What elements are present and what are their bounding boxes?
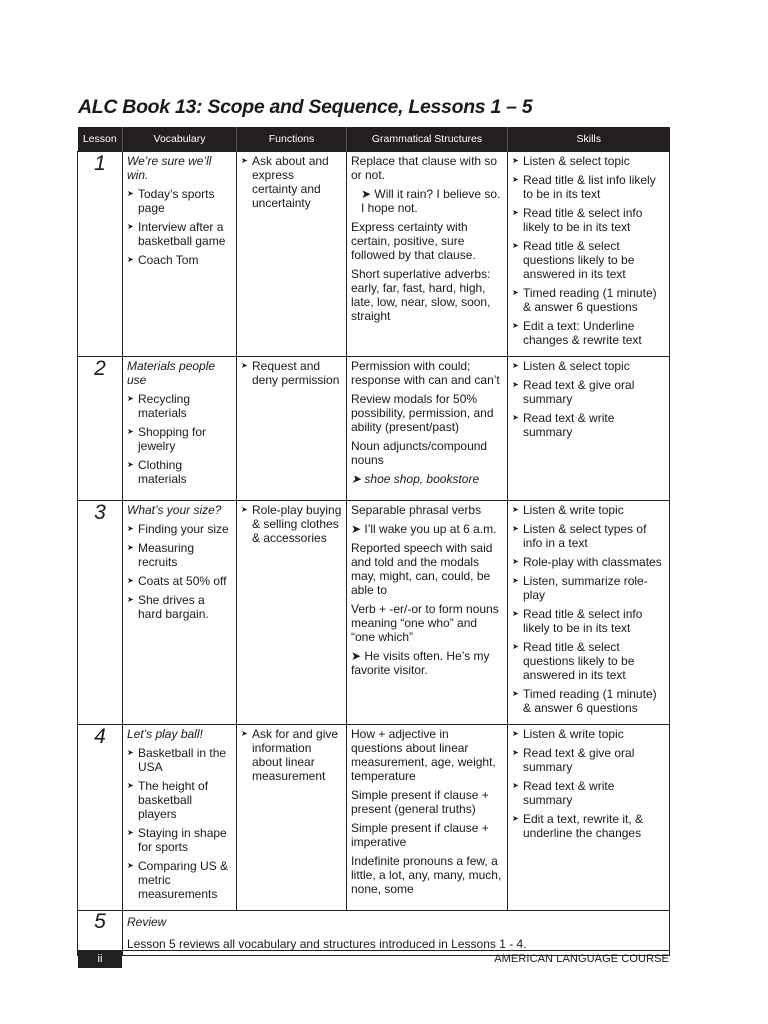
list-item: ➤ Coach Tom	[127, 253, 232, 267]
list-item: ➤ Coats at 50% off	[127, 574, 232, 588]
header-lesson: Lesson	[78, 127, 123, 152]
list-item: ➤ Role-play with classmates	[512, 555, 665, 569]
page-title: ALC Book 13: Scope and Sequence, Lessons 1 – 5	[78, 96, 533, 118]
list-item: ➤ Timed reading (1 minute) & answer 6 questions	[512, 286, 665, 314]
grammar-cell	[347, 357, 508, 501]
grammar-item: Review modals for 50% possibility, permission, and ability (present/past)	[351, 392, 494, 434]
list-item: ➤ Recycling materials	[127, 392, 232, 420]
lesson-number: 3	[78, 501, 123, 725]
list-item: ➤ Read title & select questions likely to be answered in its text	[512, 239, 665, 281]
list-item: ➤ Measuring recruits	[127, 541, 232, 569]
list-item: ➤ Read title & select info likely to be in its text	[512, 607, 665, 635]
lesson-number: 1	[78, 152, 123, 357]
skills-cell	[508, 725, 670, 911]
header-vocabulary: Vocabulary	[123, 127, 237, 152]
table-row	[78, 357, 670, 501]
vocabulary-cell	[123, 501, 237, 725]
table-row	[78, 725, 670, 911]
list-item: ➤ Read title & select questions likely to be answered in its text	[512, 640, 665, 682]
header-skills: Skills	[508, 127, 670, 152]
list-item: ➤ Ask for and give information about linear measurement	[241, 727, 342, 783]
grammar-cell	[347, 152, 508, 357]
list-item: ➤ Edit a text: Underline changes & rewrite text	[512, 319, 665, 347]
list-item: ➤ Role-play buying & selling clothes & accessories	[241, 503, 342, 545]
table-header-row	[78, 127, 670, 152]
functions-cell	[237, 501, 347, 725]
list-item: ➤ Listen & select topic	[512, 359, 665, 373]
list-item: ➤ Timed reading (1 minute) & answer 6 questions	[512, 687, 665, 715]
course-name: AMERICAN LANGUAGE COURSE	[494, 953, 669, 965]
list-item: ➤ Finding your size	[127, 522, 232, 536]
grammar-item: Simple present if clause + present (general truths)	[351, 788, 489, 816]
grammar-item: Simple present if clause + imperative	[351, 821, 489, 849]
lesson-number: 4	[78, 725, 123, 911]
list-item: ➤ Listen & select types of info in a text	[512, 522, 665, 550]
grammar-item: How + adjective in questions about linear measurement, age, weight, temperature	[351, 727, 496, 783]
list-item: ➤ Interview after a basketball game	[127, 220, 232, 248]
grammar-item: ➤ Will it rain? I believe so. I hope not.	[361, 187, 501, 215]
functions-cell	[237, 152, 347, 357]
list-item: ➤ Request and deny permission	[241, 359, 342, 387]
grammar-item: Short superlative adverbs: early, far, fast, hard, high, late, low, near, slow, soon, straight	[351, 267, 491, 323]
list-item: ➤ Read text & give oral summary	[512, 378, 665, 406]
grammar-item: ➤ He visits often. He’s my favorite visitor.	[351, 649, 490, 677]
grammar-item: Replace that clause with so or not.	[351, 154, 498, 182]
lesson-number: 2	[78, 357, 123, 501]
vocabulary-cell	[123, 357, 237, 501]
list-item: ➤ Basketball in the USA	[127, 746, 232, 774]
header-functions: Functions	[237, 127, 347, 152]
functions-cell	[237, 357, 347, 501]
vocab-title: Let’s play ball!	[127, 727, 203, 741]
list-item: ➤ Edit a text, rewrite it, & underline the changes	[512, 812, 665, 840]
list-item: ➤ Read title & select info likely to be in its text	[512, 206, 665, 234]
grammar-item: Reported speech with said and told and the modals may, might, can, could, be able to	[351, 541, 493, 597]
vocabulary-cell	[123, 725, 237, 911]
grammar-item: Noun adjuncts/compound nouns	[351, 439, 488, 467]
list-item: ➤ Comparing US & metric measurements	[127, 859, 232, 901]
scope-sequence-table	[77, 127, 670, 956]
vocab-title: What’s your size?	[127, 503, 222, 517]
functions-cell	[237, 725, 347, 911]
grammar-item: Verb + -er/-or to form nouns meaning “one who” and “one which”	[351, 602, 499, 644]
list-item: ➤ Shopping for jewelry	[127, 425, 232, 453]
table-row	[78, 501, 670, 725]
list-item: ➤ Staying in shape for sports	[127, 826, 232, 854]
skills-cell	[508, 501, 670, 725]
list-item: ➤ Today’s sports page	[127, 187, 232, 215]
header-grammar: Grammatical Structures	[347, 127, 508, 152]
list-item: ➤ Listen & select topic	[512, 154, 665, 168]
grammar-item: Permission with could; response with can and can’t	[351, 359, 500, 387]
grammar-cell	[347, 501, 508, 725]
vocab-title: Materials people use	[127, 359, 216, 387]
list-item: ➤ Read text & write summary	[512, 779, 665, 807]
review-text: Lesson 5 reviews all vocabulary and structures introduced in Lessons 1 - 4.	[127, 937, 527, 951]
list-item: ➤ Read text & give oral summary	[512, 746, 665, 774]
grammar-item: ➤ I’ll wake you up at 6 a.m.	[351, 522, 497, 536]
grammar-item: ➤ shoe shop, bookstore	[351, 472, 480, 486]
list-item: ➤ Listen & write topic	[512, 727, 665, 741]
table-row	[78, 152, 670, 357]
lesson-number: 5	[78, 911, 123, 956]
table-row	[78, 911, 670, 956]
list-item: ➤ Ask about and express certainty and uncertainty	[241, 154, 342, 210]
footer-rule	[78, 950, 669, 951]
list-item: ➤ She drives a hard bargain.	[127, 593, 232, 621]
review-title: Review	[127, 915, 167, 929]
list-item: ➤ Listen & write topic	[512, 503, 665, 517]
review-cell	[123, 911, 670, 956]
list-item: ➤ Listen, summarize role-play	[512, 574, 665, 602]
vocabulary-cell	[123, 152, 237, 357]
list-item: ➤ The height of basketball players	[127, 779, 232, 821]
grammar-item: Indefinite pronouns a few, a little, a lot, any, many, much, none, some	[351, 854, 502, 896]
grammar-cell	[347, 725, 508, 911]
page-number: ii	[78, 951, 122, 968]
list-item: ➤ Read title & list info likely to be in its text	[512, 173, 665, 201]
list-item: ➤ Read text & write summary	[512, 411, 665, 439]
grammar-item: Express certainty with certain, positive, sure followed by that clause.	[351, 220, 476, 262]
grammar-item: Separable phrasal verbs	[351, 503, 482, 517]
list-item: ➤ Clothing materials	[127, 458, 232, 486]
vocab-title: We’re sure we’ll win.	[127, 154, 212, 182]
skills-cell	[508, 357, 670, 501]
skills-cell	[508, 152, 670, 357]
